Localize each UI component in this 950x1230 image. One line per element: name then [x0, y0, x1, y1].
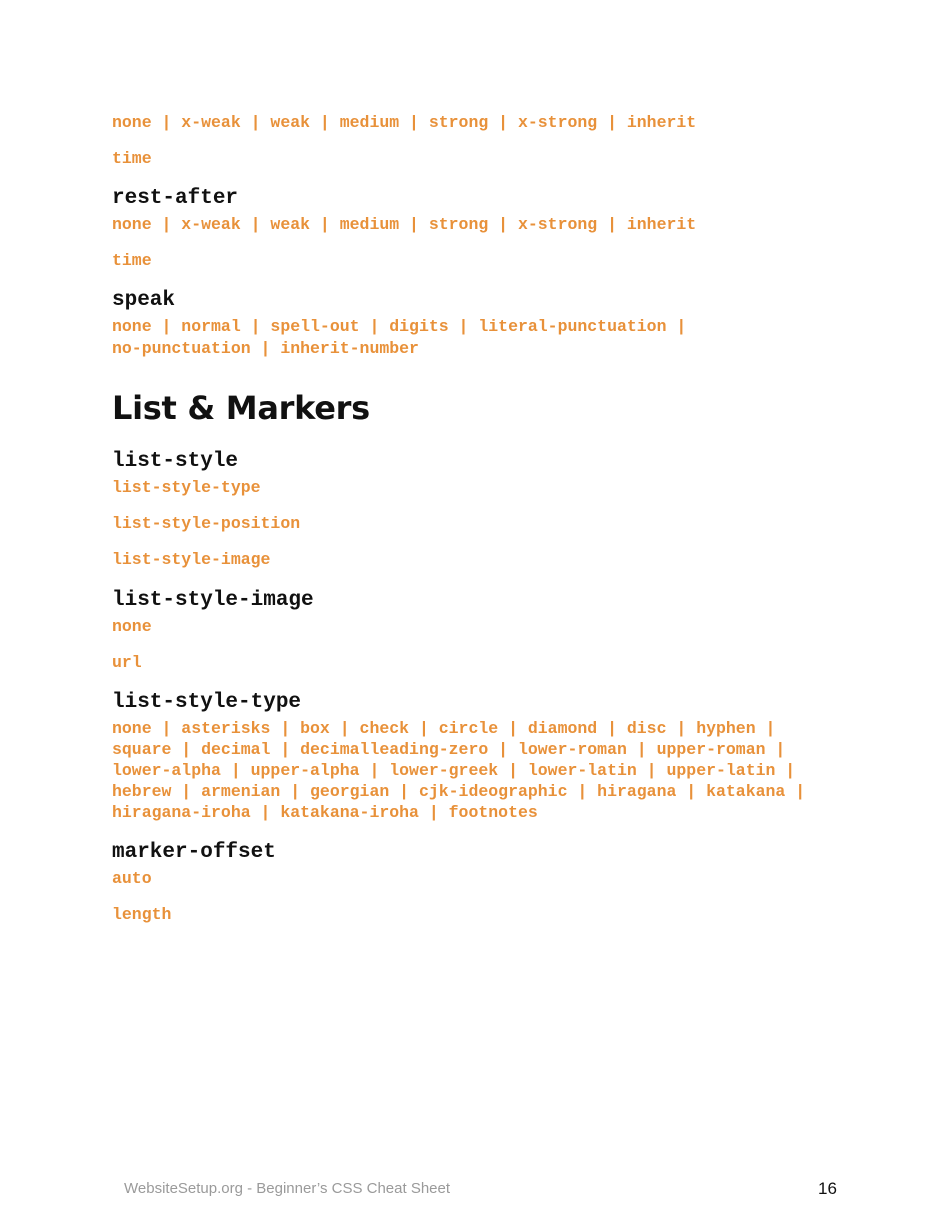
property-list-style: list-style: [112, 450, 239, 473]
property-speak: speak: [112, 289, 176, 312]
marker-offset-value: auto: [112, 869, 152, 888]
pause-value-time: time: [112, 149, 152, 168]
list-style-type-value-line: hebrew | armenian | georgian | cjk-ideographic | hiragana | katakana |: [112, 782, 806, 801]
list-style-type-value-line: none | asterisks | box | check | circle | diamond | disc | hyphen |: [112, 719, 776, 738]
property-rest-after: rest-after: [112, 187, 239, 210]
marker-offset-value: length: [112, 905, 172, 924]
property-list-style-type: list-style-type: [112, 691, 302, 714]
rest-after-value-keywords: none | x-weak | weak | medium | strong | x-strong | inherit: [112, 215, 697, 234]
speak-value-line: no-punctuation | inherit-number: [112, 339, 419, 358]
list-style-type-value-line: hiragana-iroha | katakana-iroha | footnotes: [112, 803, 538, 822]
pause-value-keywords: none | x-weak | weak | medium | strong | x-strong | inherit: [112, 113, 697, 132]
property-list-style-image: list-style-image: [112, 589, 314, 612]
list-style-value: list-style-image: [112, 550, 271, 569]
page-number: 16: [818, 1179, 837, 1198]
list-style-type-value-line: lower-alpha | upper-alpha | lower-greek | lower-latin | upper-latin |: [112, 761, 796, 780]
rest-after-value-time: time: [112, 251, 152, 270]
list-style-type-value-line: square | decimal | decimalleading-zero | lower-roman | upper-roman |: [112, 740, 786, 759]
list-style-image-value: url: [112, 653, 142, 672]
list-style-image-value: none: [112, 617, 152, 636]
section-title-list-markers: List & Markers: [112, 389, 370, 427]
property-marker-offset: marker-offset: [112, 841, 276, 864]
list-style-value: list-style-type: [112, 478, 261, 497]
list-style-value: list-style-position: [112, 514, 301, 533]
speak-value-line: none | normal | spell-out | digits | literal-punctuation |: [112, 317, 687, 336]
footer-title: WebsiteSetup.org - Beginner’s CSS Cheat Sheet: [124, 1180, 451, 1197]
